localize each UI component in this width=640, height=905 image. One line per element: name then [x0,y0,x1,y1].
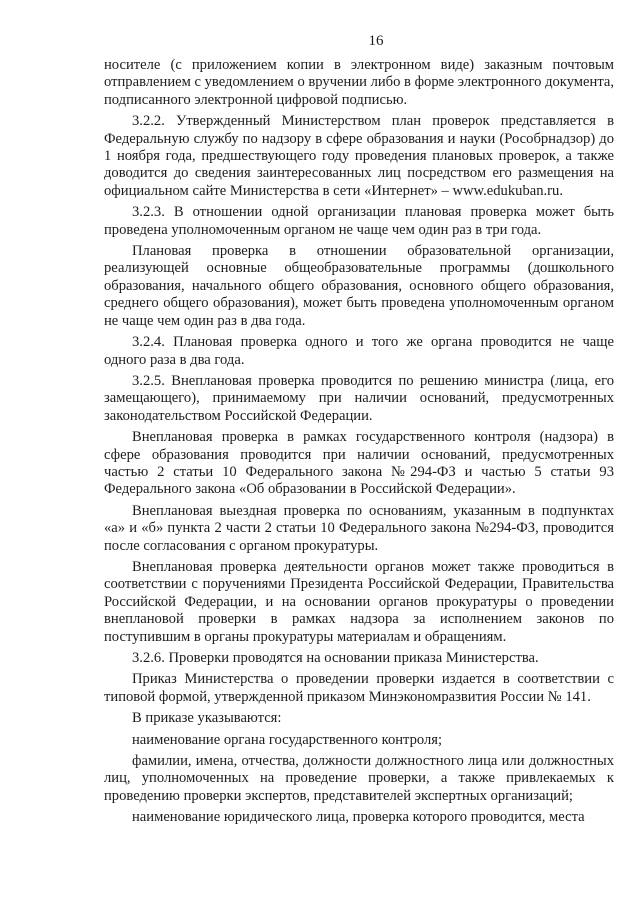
paragraph-3-2-6: 3.2.6. Проверки проводятся на основании приказа Министерства. [132,650,539,666]
paragraph-unscheduled-onsite-inspection: Внеплановая выездная проверка по основаниям, указанным в подпунктах «а» и «б» пункта 2 части 2 статьи 10 Федерального закона №294-ФЗ, проводится после согласования с органом прокуратуры. [104,502,614,554]
paragraph-item-legal-entity: наименование юридического лица, проверка которого проводится, места [132,809,585,826]
paragraph-3-2-5: 3.2.5. Внеплановая проверка проводится по решению министра (лица, его замещающего), принимаемому при наличии оснований, предусмотренных законодательством Российской Федерации. [104,372,614,424]
paragraph-3-2-2: 3.2.2. Утвержденный Министерством план проверок представляется в Федеральную службу по надзору в сфере образования и науки (Рособрнадзор) до 1 ноября года, предшествующего году проведения плановых проверок, а также доводится до сведения заинтересованных лиц посредством его размещения на официальном сайте Министерства в сети «Интернет» – www.edukuban.ru. [104,113,614,199]
paragraph-unscheduled-inspection-grounds: Внеплановая проверка в рамках государственного контроля (надзора) в сфере образования проводится при наличии оснований, предусмотренных частью 2 статьи 10 Федерального закона №294-ФЗ и частью 5 статьи 93 Федерального закона «Об образовании в Российской Федерации». [104,429,614,498]
paragraph-continuation: носителе (с приложением копии в электронном виде) заказным почтовым отправлением с уведомлением о вручении либо в форме электронного документа, подписанного электронной цифровой подписью. [104,57,614,108]
paragraph-3-2-3: 3.2.3. В отношении одной организации плановая проверка может быть проведена уполномоченным органом не чаще чем один раз в три года. [104,204,614,238]
page-number: 16 [368,33,384,49]
paragraph-order-contents-intro: В приказе указываются: [132,710,282,727]
paragraph-item-officials: фамилии, имена, отчества, должности должностного лица или должностных лиц, уполномоченных на проведение проверки, а также привлекаемых к проведению проверки экспертов, представителей экспертных организаций; [104,753,614,804]
paragraph-planned-inspection-education: Плановая проверка в отношении образовательной организации, реализующей основные общеобразовательные программы (дошкольного образования, начального общего образования, основного общего образования, среднего общего образования), может быть проведена уполномоченным органом не чаще чем один раз в два года. [104,243,614,329]
paragraph-unscheduled-inspection-orders: Внеплановая проверка деятельности органов может также проводиться в соответствии с поручениями Президента Российской Федерации, Правительства Российской Федерации, и на основании органов прокуратуры о проведении внеплановой проверки в рамках надзора за исполнением законов по поступившим в органы прокуратуры материалам и обращениям. [104,558,614,645]
paragraph-3-2-4: 3.2.4. Плановая проверка одного и того же органа проводится не чаще одного раза в два года. [104,334,614,368]
document-body [104,57,614,831]
paragraph-order-form: Приказ Министерства о проведении проверки издается в соответствии с типовой формой, утвержденной приказом Минэкономразвития России № 141. [104,671,614,705]
paragraph-item-authority-name: наименование органа государственного контроля; [132,731,443,748]
